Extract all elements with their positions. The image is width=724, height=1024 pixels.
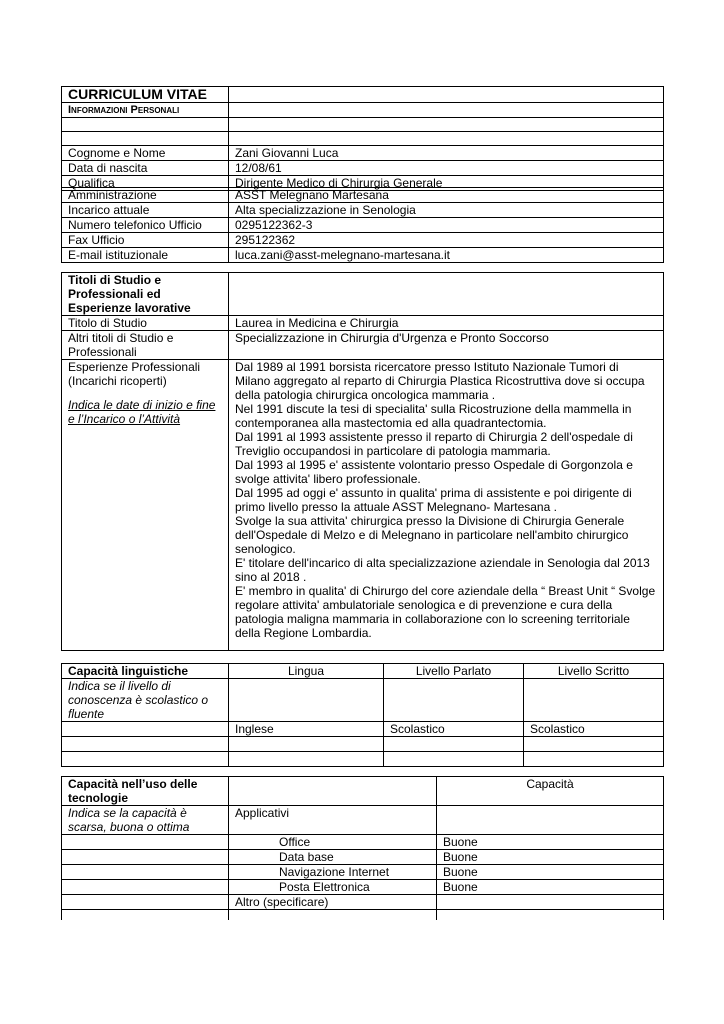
field-value: 12/08/61: [229, 161, 664, 176]
empty-cell: [62, 865, 229, 880]
field-value: ASST Melegnano Martesana: [229, 188, 664, 203]
language-spoken-level: Scolastico: [384, 722, 524, 737]
tech-item-name: Office: [229, 835, 437, 850]
empty-cell: [62, 880, 229, 895]
experience-paragraph: Dal 1989 al 1991 borsista ricercatore presso Istituto Nazionale Tumori di Milano aggregato al reparto di Chirurgia Plastica Ricostruttiva dove si occupa della patologia chirurgica oncologica mammaria .: [235, 360, 645, 402]
experience-text-cell: [229, 360, 664, 651]
empty-cell: [384, 752, 524, 767]
empty-cell: [229, 118, 664, 132]
tech-item-name: Navigazione Internet: [229, 865, 437, 880]
field-value: Dirigente Medico di Chirurgia Generale: [229, 176, 664, 191]
field-label: Incarico attuale: [62, 203, 229, 218]
experience-paragraph: Nel 1991 discute la tesi di specialita' sulla Ricostruzione della mammella in contemporanea alla mastectomia ed alla quadrantectomia.: [235, 402, 632, 430]
empty-cell: [229, 132, 664, 146]
field-label: Qualifica: [62, 176, 229, 191]
column-header-parlato: Livello Parlato: [384, 664, 524, 679]
tech-item-level: Buone: [437, 880, 664, 895]
empty-cell: [437, 806, 664, 835]
language-written-level: Scolastico: [524, 722, 664, 737]
studies-table: [61, 272, 664, 651]
field-value: Laurea in Medicina e Chirurgia: [229, 316, 664, 331]
cv-title: CURRICULUM VITAE: [62, 87, 229, 103]
experience-label-cell: [62, 360, 229, 651]
empty-cell: [524, 737, 664, 752]
empty-cell: [229, 752, 384, 767]
empty-cell: [62, 737, 229, 752]
field-note: Indica se la capacità è scarsa, buona o ottima: [62, 806, 229, 835]
empty-cell: [229, 679, 384, 722]
empty-cell: [62, 722, 229, 737]
field-label: Data di nascita: [62, 161, 229, 176]
tech-item-level: Buone: [437, 835, 664, 850]
field-label: Numero telefonico Ufficio: [62, 218, 229, 233]
work-info-table: [61, 187, 664, 263]
empty-cell: [437, 895, 664, 910]
studies-header: Titoli di Studio e Professionali ed Esperienze lavorative: [62, 273, 229, 316]
empty-cell: [229, 87, 664, 103]
field-label: Cognome e Nome: [62, 146, 229, 161]
experience-paragraph: E' titolare dell'incarico di alta specializzazione aziendale in Senologia dal 2013 sino al 2018 .: [235, 556, 650, 584]
experience-paragraph: Dal 1993 al 1995 e' assistente volontario presso Ospedale di Gorgonzola e svolge attivita' libero professionale.: [235, 458, 633, 486]
section-subtitle: Informazioni Personali: [62, 103, 229, 118]
field-label: Amministrazione: [62, 188, 229, 203]
tech-item-level: Buone: [437, 865, 664, 880]
tech-item-level: Buone: [437, 850, 664, 865]
experience-paragraph: E' membro in qualita' di Chirurgo del core aziendale della “ Breast Unit “ Svolge regolare attivita' ambulatoriale senologica e di prevenzione e cura della patologia maligna mammaria in collaborazione con lo screening territoriale della Regione Lombardia.: [235, 584, 656, 640]
field-value: Specializzazione in Chirurgia d'Urgenza e Pronto Soccorso: [229, 331, 664, 360]
field-label: Esperienze Professionali (Incarichi ricoperti): [68, 360, 201, 388]
empty-cell: [524, 752, 664, 767]
field-value: Zani Giovanni Luca: [229, 146, 664, 161]
field-label: Titolo di Studio: [62, 316, 229, 331]
empty-cell: [524, 679, 664, 722]
experience-paragraph: Dal 1991 al 1993 assistente presso il reparto di Chirurgia 2 dell'ospedale di Treviglio occupandosi in particolare di patologia mammaria.: [235, 430, 633, 458]
tech-item-name: Data base: [229, 850, 437, 865]
empty-cell: [229, 910, 437, 920]
technology-header: Capacità nell’uso delle tecnologie: [62, 777, 229, 806]
experience-paragraph: Dal 1995 ad oggi e' assunto in qualita' prima di assistente e poi dirigente di primo livello presso la attuale ASST Melegnano- Martesana .: [235, 486, 632, 514]
column-header-scritto: Livello Scritto: [524, 664, 664, 679]
empty-cell: [384, 679, 524, 722]
empty-cell: [229, 273, 664, 316]
empty-cell: [384, 737, 524, 752]
column-header-lingua: Lingua: [229, 664, 384, 679]
altro-label: Altro (specificare): [229, 895, 437, 910]
field-note: Indica le date di inizio e fine e l’Incarico o l’Attività: [68, 398, 216, 426]
field-value: 295122362: [229, 233, 664, 248]
experience-paragraph: Svolge la sua attivita' chirurgica presso la Divisione di Chirurgia Generale dell'Ospedale di Melzo e di Melegnano in particolare nell'ambito chirurgico senologico.: [235, 514, 629, 556]
field-label: Fax Ufficio: [62, 233, 229, 248]
field-label: Altri titoli di Studio e Professionali: [62, 331, 229, 360]
languages-header: Capacità linguistiche: [62, 664, 229, 679]
empty-cell: [229, 777, 437, 806]
empty-cell: [62, 910, 229, 920]
field-value: Alta specializzazione in Senologia: [229, 203, 664, 218]
empty-cell: [62, 752, 229, 767]
empty-cell: [437, 910, 664, 920]
empty-cell: [62, 835, 229, 850]
languages-table: [61, 663, 664, 767]
field-label: E-mail istituzionale: [62, 248, 229, 263]
applicativi-label: Applicativi: [229, 806, 437, 835]
empty-cell: [62, 132, 229, 146]
empty-cell: [229, 103, 664, 118]
field-value: 0295122362-3: [229, 218, 664, 233]
empty-cell: [62, 118, 229, 132]
empty-cell: [229, 737, 384, 752]
field-value: luca.zani@asst-melegnano-martesana.it: [229, 248, 664, 263]
personal-info-table: [61, 86, 664, 191]
technology-table: [61, 776, 664, 920]
tech-item-name: Posta Elettronica: [229, 880, 437, 895]
field-note: Indica se il livello di conoscenza è scolastico o fluente: [62, 679, 229, 722]
empty-cell: [62, 850, 229, 865]
column-header-capacita: Capacità: [437, 777, 664, 806]
empty-cell: [62, 895, 229, 910]
language-name: Inglese: [229, 722, 384, 737]
